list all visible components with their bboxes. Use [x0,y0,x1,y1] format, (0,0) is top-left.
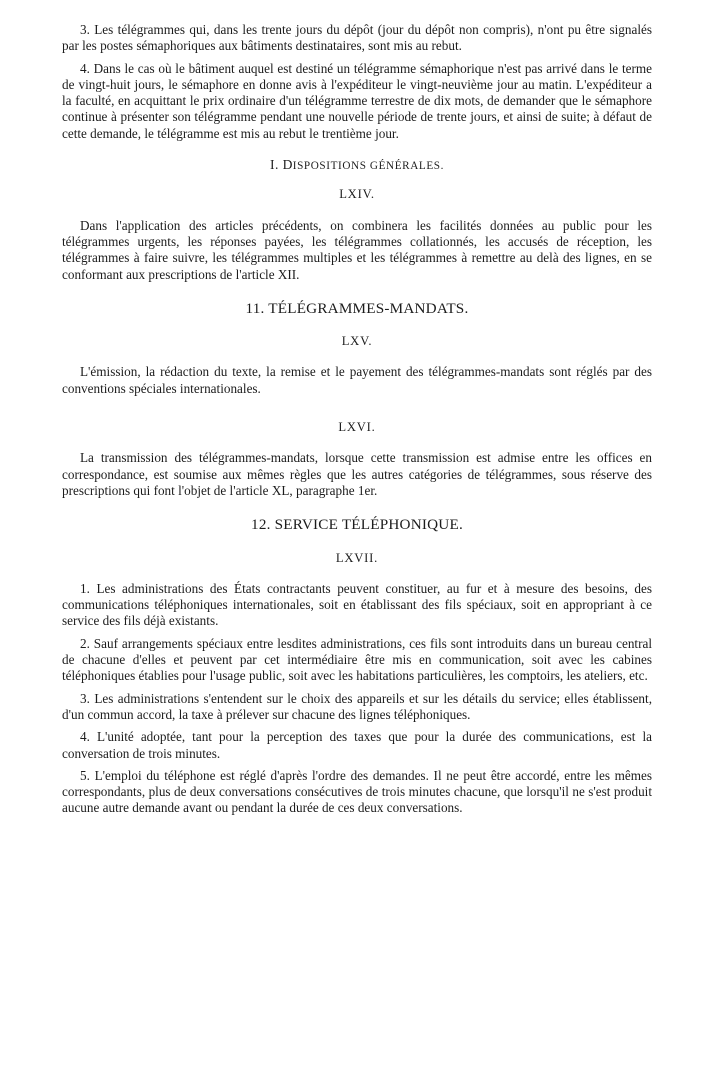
article-lxvii-paragraph-4: 4. L'unité adoptée, tant pour la perception des taxes que pour la durée des communications, est la conversation de trois minutes. [62,729,652,761]
article-number-lxv: LXV. [341,334,373,349]
article-number-lxiv: LXIV. [339,187,375,202]
paragraph-4: 4. Dans le cas où le bâtiment auquel est destiné un télégramme sémaphorique n'est pas arrivé dans le terme de vingt-huit jours, le sémaphore en donne avis à l'expéditeur le vingt-neuvième jour au matin. L'expéditeur a la faculté, en acquittant le prix ordinaire d'un télégramme terrestre de dix mots, de demander que le sémaphore continue à présenter son télégramme pendant une nouvelle période de trente jours, et ainsi de suite; à défaut de cette demande, le télégramme est mis au rebut le trentième jour. [62,60,652,141]
article-lxvii-paragraph-3: 3. Les administrations s'entendent sur le choix des appareils et sur les détails du service; elles établissent, d'un commun accord, la taxe à prélever sur chacune des lignes téléphoniques. [62,690,652,722]
section-title-initial: D [282,157,293,173]
section-heading-telegrammes-mandats: 11. TÉLÉGRAMMES-MANDATS. [245,299,469,317]
article-number-lxvii: LXVII. [335,550,379,565]
article-lxvii-paragraph-2: 2. Sauf arrangements spéciaux entre lesdites administrations, ces fils sont introduits dans un bureau central de chacune d'elles et peuvent par cet intermédiaire être mis en communication, soit avec les cabines téléphoniques établies pour l'usage public, soit avec les habitations particulières, les comptoirs, les ateliers, etc. [62,635,652,684]
article-lxv-text: L'émission, la rédaction du texte, la remise et le payement des télégrammes-mandats sont réglés par des conventions spéciales internationales. [62,364,652,396]
section-number: I. [270,157,279,173]
article-lxvii-paragraph-1: 1. Les administrations des États contractants peuvent constituer, au fur et à mesure des besoins, des communications téléphoniques internationales, soit en établissant des fils spéciaux, soit en appropriant à ce service des fils déjà existants. [62,580,652,629]
section-heading-service-telephonique: 12. SERVICE TÉLÉPHONIQUE. [251,516,463,534]
document-page [62,22,652,823]
paragraph-3: 3. Les télégrammes qui, dans les trente jours du dépôt (jour du dépôt non compris), n'ont pu être signalés par les postes sémaphoriques aux bâtiments destinataires, sont mis au rebut. [62,22,652,54]
section-heading-dispositions-generales [62,157,652,174]
article-lxvii-paragraph-5: 5. L'emploi du téléphone est réglé d'après l'ordre des demandes. Il ne peut être accordé, entre les mêmes correspondants, plus de deux conversations consécutives de trois minutes chacune, que lorsqu'il ne s'est produit aucune autre demande avant ou pendant la durée de ces deux conversations. [62,767,652,816]
article-lxvi-text: La transmission des télégrammes-mandats, lorsque cette transmission est admise entre les offices en correspondance, est soumise aux mêmes règles que les autres catégories de télégrammes, sous réserve des prescriptions qui font l'objet de l'article XL, paragraphe 1er. [62,450,652,498]
section-title-rest: ISPOSITIONS GÉNÉRALES. [292,160,444,173]
article-lxiv-text: Dans l'application des articles précédents, on combinera les facilités données au public pour les télégrammes urgents, les réponses payées, les télégrammes collationnés, les accusés de réception, les télégrammes à faire suivre, les télégrammes multiples et les télégrammes à remettre au delà des lignes, en se conformant aux prescriptions de l'article XII. [62,217,652,282]
article-number-lxvi: LXVI. [338,420,376,435]
